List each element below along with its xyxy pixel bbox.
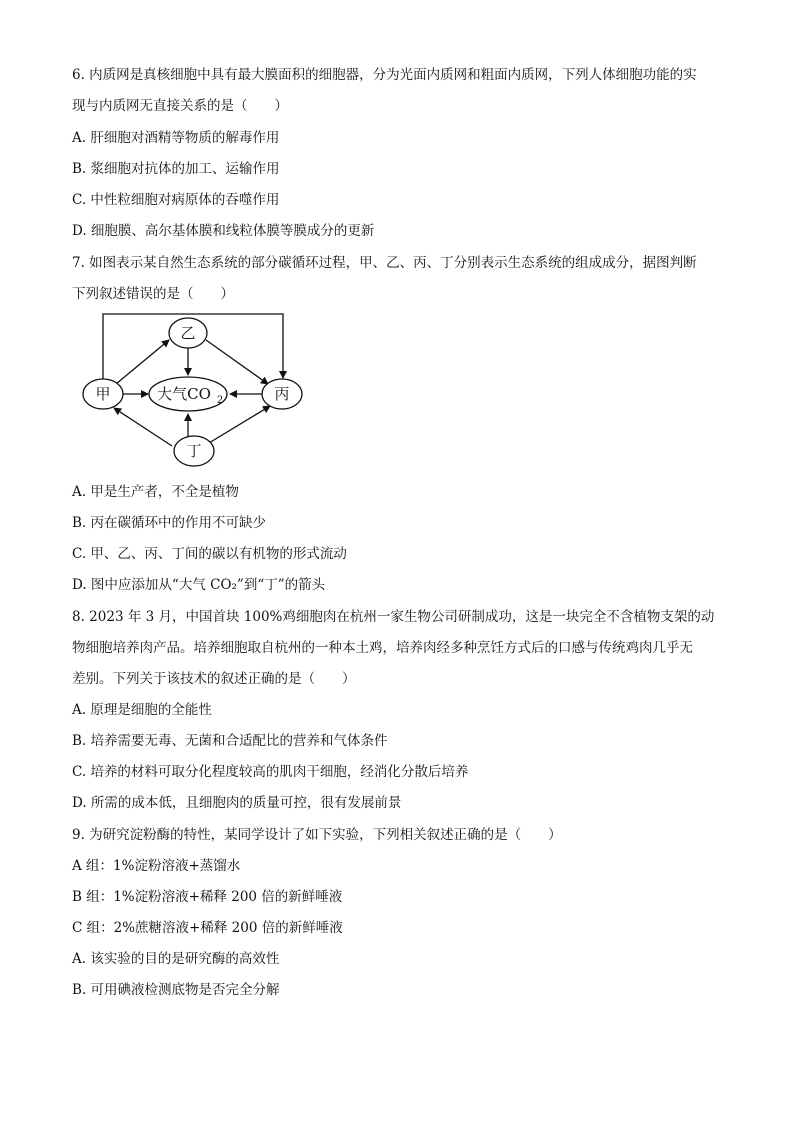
q8-option-d: D. 所需的成本低，且细胞肉的质量可控，很有发展前景 [72,795,402,811]
label-atmosphere: 大气CO [157,385,211,403]
q7-stem-line-1: 7. 如图表示某自然生态系统的部分碳循环过程，甲、乙、丙、丁分别表示生态系统的组成成分，据图判断 [72,255,697,271]
q8-stem-line-3: 差别。下列关于该技术的叙述正确的是（ ） [72,671,356,687]
q8-option-c: C. 培养的材料可取分化程度较高的肌肉干细胞，经消化分散后培养 [72,764,469,780]
q6-option-b: B. 浆细胞对抗体的加工、运输作用 [72,161,280,177]
arrow-ding-to-jia [114,408,172,446]
label-ding: 丁 [186,442,202,460]
q8-option-a: A. 原理是细胞的全能性 [72,702,212,718]
q9-stem-line-1: 9. 为研究淀粉酶的特性，某同学设计了如下实验，下列相关叙述正确的是（ ） [72,827,562,843]
q8-stem-line-2: 物细胞培养肉产品。培养细胞取自杭州的一种本土鸡，培养肉经多种烹饪方式后的口感与传统鸡肉几乎无 [72,640,693,656]
q9-group-c: C 组：2%蔗糖溶液+稀释 200 倍的新鲜唾液 [72,920,343,936]
arrow-jia-to-yi [116,340,169,384]
q9-option-a: A. 该实验的目的是研究酶的高效性 [72,951,280,967]
q7-stem-line-2: 下列叙述错误的是（ ） [72,286,234,302]
q6-option-c: C. 中性粒细胞对病原体的吞噬作用 [72,192,280,208]
q6-stem-line-1: 6. 内质网是真核细胞中具有最大膜面积的细胞器，分为光面内质网和粗面内质网，下列人体细胞功能的实 [72,67,697,83]
label-yi: 乙 [180,324,196,342]
q8-option-b: B. 培养需要无毒、无菌和合适配比的营养和气体条件 [72,733,388,749]
q6-option-a: A. 肝细胞对酒精等物质的解毒作用 [72,130,280,146]
label-atmosphere-subscript: 2 [216,395,224,406]
q9-group-a: A 组：1%淀粉溶液+蒸馏水 [72,858,241,874]
carbon-cycle-diagram [72,310,312,480]
q9-group-b: B 组：1%淀粉溶液+稀释 200 倍的新鲜唾液 [72,889,343,905]
q6-stem-line-2: 现与内质网无直接关系的是（ ） [72,98,288,114]
q7-option-c: C. 甲、乙、丙、丁间的碳以有机物的形式流动 [72,546,347,562]
q7-option-d: D. 图中应添加从“大气 CO₂”到“丁”的箭头 [72,577,326,593]
q9-option-b: B. 可用碘液检测底物是否完全分解 [72,982,280,998]
arrow-ding-to-bing [204,406,270,446]
q7-option-b: B. 丙在碳循环中的作用不可缺少 [72,515,267,531]
q7-option-a: A. 甲是生产者，不全是植物 [72,484,239,500]
label-jia: 甲 [95,385,111,403]
q6-option-d: D. 细胞膜、高尔基体膜和线粒体膜等膜成分的更新 [72,223,375,239]
label-bing: 丙 [274,385,290,403]
arrow-yi-to-bing [206,340,268,384]
q8-stem-line-1: 8. 2023 年 3 月，中国首块 100%鸡细胞肉在杭州一家生物公司研制成功，这是一块完全不含植物支架的动 [72,609,715,625]
